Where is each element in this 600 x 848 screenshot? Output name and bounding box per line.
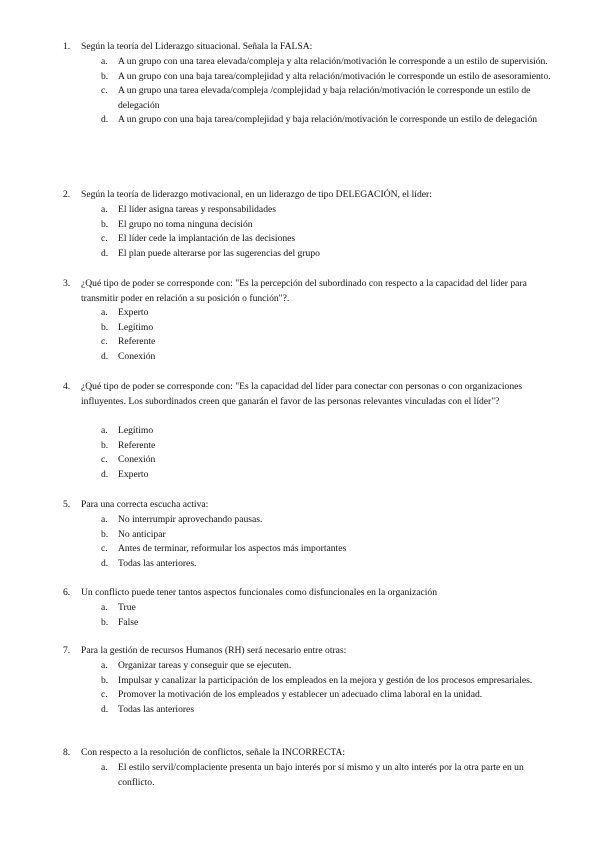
option-letter: d. [101,247,109,259]
option-letter: a. [101,762,108,773]
option [0,424,600,439]
option [0,513,600,528]
option-text: No anticipar [118,528,166,540]
option-letter: c. [101,85,108,97]
option-letter: b. [101,321,109,333]
option [0,84,600,113]
option [0,601,600,616]
option-letter: a. [101,307,108,318]
option-text: A un grupo con una tarea elevada/compleja y alta relación/motivación le corresponde a un estilo de supervisión. [118,56,548,67]
option-text: False [118,616,139,628]
option-letter: b. [101,528,109,540]
option-text: A un grupo con una baja tarea/complejidad y alta relación/motivación le corresponde un estilo de asesoramiento. [118,70,551,82]
option-text: Todas las anteriores. [118,557,197,569]
question-number: 1. [63,41,71,52]
option [0,674,600,689]
option-text: El líder cede la implantación de las decisiones [118,233,296,245]
option-text: Experto [118,307,149,318]
option-text: A un grupo una tarea elevada/compleja /complejidad y baja relación/motivación le corresponde un estilo de delegación [118,85,531,111]
option-text: Experto [118,468,149,480]
option [0,439,600,454]
option-text: Todas las anteriores [118,703,195,715]
question-text: Según la teoría del Liderazgo situacional. Señala la FALSA: [81,41,313,52]
option-text: Conexión [118,454,156,466]
option-letter: c. [101,454,108,466]
question-8-options [0,761,600,790]
option [0,350,600,365]
option [0,688,600,703]
question-3-options [0,306,600,364]
question-text: Con respecto a la resolución de conflictos, señale la INCORRECTA: [81,747,346,758]
option-letter: a. [101,514,108,525]
question-5-options [0,513,600,571]
question-text: ¿Qué tipo de poder se corresponde con: "Es la capacidad del líder para conectar con personas o con organizaciones influyentes. Los subordinados creen que ganarán el favor de las personas relevantes vinculadas con el líder"? [81,381,523,407]
option [0,232,600,247]
option-letter: d. [101,557,109,569]
option-letter: c. [101,543,108,555]
option-text: Referente [118,336,156,348]
option-letter: a. [101,660,108,671]
option-text: Legítimo [118,425,154,436]
option-text: Organizar tareas y conseguir que se ejecuten. [118,660,292,671]
option-letter: b. [101,616,109,628]
option [0,218,600,233]
option-letter: a. [101,602,108,613]
option-text: El plan puede alterarse por las sugerencias del grupo [118,247,320,259]
option-text: El grupo no toma ninguna decisión [118,218,253,230]
option-text: True [118,602,136,613]
option [0,335,600,350]
option-letter: a. [101,204,108,215]
option-text: Referente [118,439,156,451]
option [0,55,600,70]
option-letter: c. [101,689,108,701]
option [0,761,600,790]
option [0,113,600,128]
option [0,468,600,483]
option [0,557,600,572]
question-number: 5. [63,499,71,510]
option [0,321,600,336]
question-6-options [0,601,600,630]
option [0,528,600,543]
option-letter: d. [101,350,109,362]
question-text: Según la teoría de liderazgo motivacional, en un liderazgo de tipo DELEGACIÓN, el líder: [81,189,432,200]
question-text: ¿Qué tipo de poder se corresponde con: "Es la percepción del subordinado con respecto a la capacidad del líder para transmitir poder en relación a su posición o función"?. [81,278,527,304]
option-letter: b. [101,439,109,451]
question-text: Un conflicto puede tener tantos aspectos funcionales como disfuncionales en la organización [81,587,438,598]
question-text: Para la gestión de recursos Humanos (RH) será necesario entre otras: [81,645,347,656]
option-text: El líder asigna tareas y responsabilidades [118,204,276,215]
option-letter: d. [101,703,109,715]
option-letter: a. [101,56,108,67]
question-number: 6. [63,587,71,598]
option [0,70,600,85]
option-letter: b. [101,674,109,686]
option-text: Promover la motivación de los empleados y establecer un adecuado clima laboral en la unidad. [118,689,483,701]
option-text: El estilo servil/complaciente presenta un bajo interés por sí mismo y un alto interés por la otra parte en un conflicto. [118,762,524,788]
option-letter: b. [101,218,109,230]
option-letter: c. [101,336,108,348]
question-7-options [0,659,600,717]
question-text: Para una correcta escucha activa: [81,499,209,510]
option-text: Conexión [118,350,156,362]
question-number: 3. [63,278,71,289]
option [0,703,600,718]
option [0,306,600,321]
option-text: Antes de terminar, reformular los aspectos más importantes [118,543,347,555]
option-letter: a. [101,425,108,436]
option [0,453,600,468]
option [0,542,600,557]
option [0,247,600,262]
option-text: Impulsar y canalizar la participación de los empleados en la mejora y gestión de los procesos empresariales. [118,674,533,686]
option-letter: d. [101,468,109,480]
option [0,659,600,674]
question-number: 8. [63,747,71,758]
option-letter: c. [101,233,108,245]
question-number: 4. [63,381,71,392]
question-1-options [0,55,600,128]
option [0,203,600,218]
option-letter: d. [101,114,109,126]
option-text: No interrumpir aprovechando pausas. [118,514,263,525]
question-number: 7. [63,645,71,656]
question-4-options [0,424,600,482]
question-2-options [0,203,600,261]
option-letter: b. [101,70,109,82]
option-text: Legítimo [118,321,154,333]
option-text: A un grupo con una baja tarea/complejidad y baja relación/motivación le corresponde un estilo de delegación [118,114,538,126]
question-number: 2. [63,189,71,200]
option [0,616,600,631]
